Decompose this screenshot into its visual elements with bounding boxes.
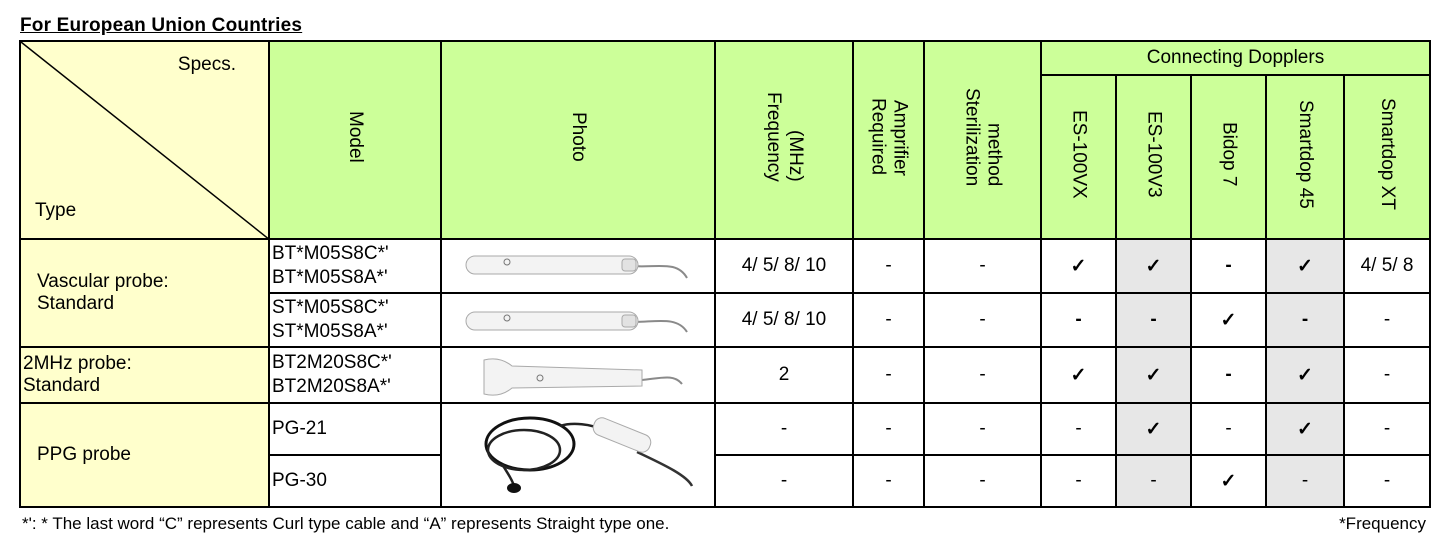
doppler-cell: - xyxy=(1344,403,1430,455)
doppler-cell: ✓ xyxy=(1041,347,1116,403)
frequency-cell: - xyxy=(715,403,853,455)
spec-table xyxy=(19,40,1431,508)
header-doppler-es100vx: ES-100VX xyxy=(1041,75,1116,239)
photo-vascular-probe-bt xyxy=(441,239,715,293)
doppler-cell: - xyxy=(1041,403,1116,455)
frequency-cell: 4/ 5/ 8/ 10 xyxy=(715,293,853,347)
photo-vascular-probe-st xyxy=(441,293,715,347)
header-sterilization: Sterilizationmethod xyxy=(924,41,1041,239)
footnote: *': * The last word “C” represents Curl type cable and “A” represents Straight type one. xyxy=(22,514,670,533)
model-cell: PG-21 xyxy=(269,403,441,455)
photo-ppg-probe xyxy=(441,403,715,507)
doppler-cell: - xyxy=(1116,293,1191,347)
frequency-cell: 4/ 5/ 8/ 10 xyxy=(715,239,853,293)
doppler-cell: - xyxy=(1344,293,1430,347)
model-cell: BT*M05S8C*' BT*M05S8A*' xyxy=(269,239,441,293)
header-doppler-smartdopxt: Smartdop XT xyxy=(1344,75,1430,239)
header-amplifier: RequiredAmprifier xyxy=(853,41,924,239)
header-frequency: Frequency(MHz) xyxy=(715,41,853,239)
amplifier-cell: - xyxy=(853,455,924,507)
sterilization-cell: - xyxy=(924,239,1041,293)
header-doppler-smartdop45: Smartdop 45 xyxy=(1266,75,1344,239)
amplifier-cell: - xyxy=(853,403,924,455)
doppler-cell: 4/ 5/ 8 xyxy=(1344,239,1430,293)
doppler-cell: ✓ xyxy=(1041,239,1116,293)
header-doppler-es100v3: ES-100V3 xyxy=(1116,75,1191,239)
header-corner-cell xyxy=(20,41,269,239)
footnote-frequency: *Frequency xyxy=(1339,514,1426,533)
doppler-cell: ✓ xyxy=(1116,347,1191,403)
model-cell: BT2M20S8C*' BT2M20S8A*' xyxy=(269,347,441,403)
doppler-cell: - xyxy=(1266,293,1344,347)
doppler-cell: - xyxy=(1344,347,1430,403)
doppler-cell: - xyxy=(1041,455,1116,507)
sterilization-cell: - xyxy=(924,455,1041,507)
doppler-cell: ✓ xyxy=(1266,347,1344,403)
doppler-cell: - xyxy=(1191,403,1266,455)
doppler-cell: - xyxy=(1041,293,1116,347)
doppler-cell: - xyxy=(1344,455,1430,507)
header-doppler-bidop7: Bidop 7 xyxy=(1191,75,1266,239)
amplifier-cell: - xyxy=(853,293,924,347)
doppler-cell: ✓ xyxy=(1191,455,1266,507)
amplifier-cell: - xyxy=(853,239,924,293)
photo-2mhz-probe xyxy=(441,347,715,403)
amplifier-cell: - xyxy=(853,347,924,403)
header-model: Model xyxy=(269,41,441,239)
model-cell: ST*M05S8C*' ST*M05S8A*' xyxy=(269,293,441,347)
header-photo: Photo xyxy=(441,41,715,239)
doppler-cell: ✓ xyxy=(1116,403,1191,455)
frequency-cell: - xyxy=(715,455,853,507)
model-cell: PG-30 xyxy=(269,455,441,507)
doppler-cell: ✓ xyxy=(1191,293,1266,347)
doppler-cell: - xyxy=(1266,455,1344,507)
header-connecting-dopplers: Connecting Dopplers xyxy=(1041,41,1430,75)
doppler-cell: ✓ xyxy=(1266,403,1344,455)
doppler-cell: - xyxy=(1191,347,1266,403)
page-title: For European Union Countries xyxy=(20,15,303,36)
frequency-cell: 2 xyxy=(715,347,853,403)
sterilization-cell: - xyxy=(924,403,1041,455)
type-cell-vascular: Vascular probe: Standard xyxy=(20,239,269,347)
table-row xyxy=(20,403,1430,455)
type-cell-ppg: PPG probe xyxy=(20,403,269,507)
table-row xyxy=(20,347,1430,403)
header-specs-label: Specs. xyxy=(177,54,236,75)
sterilization-cell: - xyxy=(924,293,1041,347)
doppler-cell: ✓ xyxy=(1266,239,1344,293)
doppler-cell: ✓ xyxy=(1116,239,1191,293)
doppler-cell: - xyxy=(1191,239,1266,293)
header-type-label: Type xyxy=(35,200,77,221)
doppler-cell: - xyxy=(1116,455,1191,507)
sterilization-cell: - xyxy=(924,347,1041,403)
table-row xyxy=(20,239,1430,293)
type-cell-2mhz: 2MHz probe: Standard xyxy=(20,347,269,403)
